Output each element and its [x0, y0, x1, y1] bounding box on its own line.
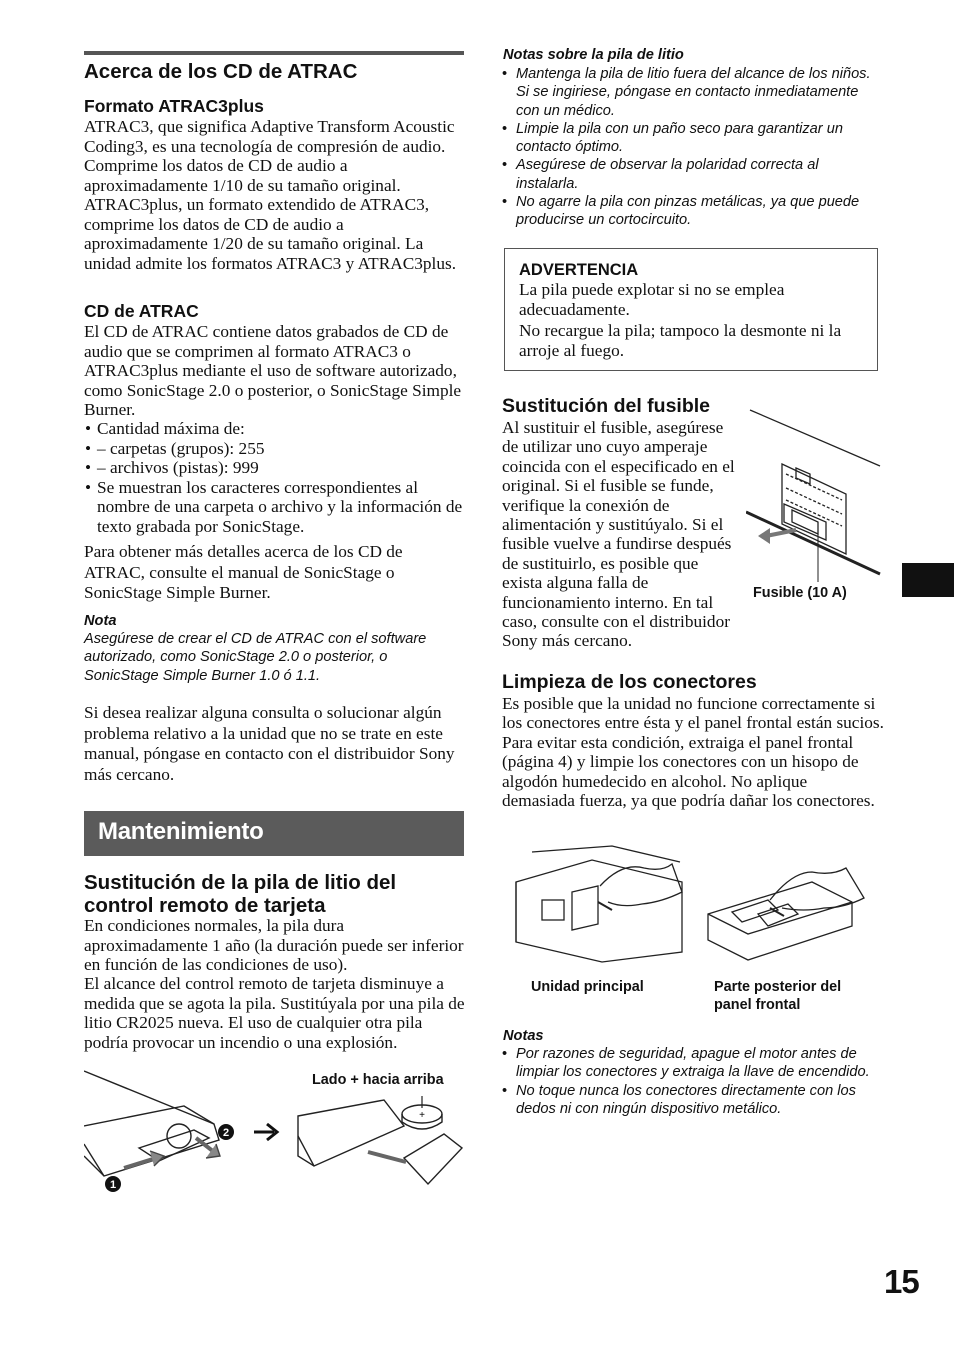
section-rule [84, 51, 464, 55]
limpieza-notes-list [502, 1045, 884, 1118]
contact-text: Si desea realizar alguna consulta o solucionar algún problema relativo a la unidad que no se trate en este manual, póngase en contacto con el distribuidor Sony más cercano. [84, 703, 455, 784]
sub-carpetas: • – carpetas (grupos): 255 [84, 439, 466, 459]
heading-pila: Sustitución de la pila de litio del control remoto de tarjeta [84, 871, 397, 917]
fig-label-fusible: Fusible (10 A) [753, 585, 847, 601]
more-info-text: Para obtener más detalles acerca de los CD de ATRAC, consulte el manual de SonicStage o SonicStage Simple Burner. [84, 542, 403, 602]
warning-line-2: No recargue la pila; tampoco la desmonte ni la arroje al fuego. [519, 321, 842, 361]
heading-limpieza: Limpieza de los conectores [502, 671, 757, 693]
caption-parte-posterior: Parte posterior del panel frontal [714, 979, 842, 1013]
banner-title: Mantenimiento [98, 818, 264, 845]
litio-notes-list [502, 65, 882, 230]
litio-note-item: • Mantenga la pila de litio fuera del alcance de los niños. Si se ingiriese, póngase en contacto inmediatamente con un médico. [502, 65, 882, 120]
cd-atrac-bullets [84, 419, 466, 536]
connector-cleaning-figure [512, 842, 872, 970]
fig-label-lado: Lado + hacia arriba [312, 1072, 444, 1088]
heading-formato: Formato ATRAC3plus [84, 96, 264, 116]
heading-cd-atrac: CD de ATRAC [84, 301, 199, 321]
limpieza-note-item: • Por razones de seguridad, apague el motor antes de limpiar los conectores y extraiga la llave de encendido. [502, 1045, 884, 1082]
caption-unidad-principal: Unidad principal [531, 979, 644, 995]
note-text: Asegúrese de crear el CD de ATRAC con el software autorizado, como SonicStage 2.0 o posterior, o SonicStage Simple Burner 1.0 ó 1.1. [84, 631, 427, 684]
formato-text: ATRAC3, que significa Adaptive Transform Acoustic Coding3, es una tecnología de compresión de audio. Comprime los datos de CD de audio a aproximadamente 1/10 de su tamaño original. ATRAC3plus, un formato extendido de ATRAC3, comprime los datos de CD de audio a aproximadamente 1/20 de su tamaño original. La unidad admite los formatos ATRAC3 y ATRAC3plus. [84, 117, 457, 273]
fuse-figure [746, 404, 882, 582]
limpieza-notes-heading: Notas [503, 1028, 544, 1044]
warning-heading: ADVERTENCIA [519, 261, 639, 279]
litio-note-item: • No agarre la pila con pinzas metálicas, ya que puede producirse un cortocircuito. [502, 193, 882, 230]
remote-battery-figure [84, 1066, 466, 1201]
step-1-label: 1 [109, 1179, 117, 1191]
banner-mantenimiento [84, 811, 464, 856]
warning-box [504, 248, 878, 371]
step-markers [105, 1124, 234, 1192]
litio-notes-heading: Notas sobre la pila de litio [503, 47, 684, 63]
pila-text-2: El alcance del control remoto de tarjeta disminuye a medida que se agota la pila. Sustitúyala por una pila de litio CR2025 nueva. El uso de cualquier otra pila podría provocar un incendio o una explosión. [84, 974, 465, 1052]
heading-fusible: Sustitución del fusible [502, 395, 711, 417]
warning-line-1: La pila puede explotar si no se emplea adecuadamente. [519, 280, 785, 320]
battery-plus-mark: + [419, 1110, 425, 1121]
fusible-text: Al sustituir el fusible, asegúrese de utilizar uno cuyo amperaje coincida con el especificado en el original. Si el fusible se funde, verifique la conexión de alimentación y sustitúyalo. Si el fusible vuelve a fundirse después de sustituirlo, es posible que exista alguna falla de funcionamiento interno. En tal caso, consulte con el distribuidor Sony más cercano. [502, 418, 735, 651]
bullet-caracteres: • Se muestran los caracteres correspondientes al nombre de una carpeta o archivo y la información de texto grabada por SonicStage. [84, 478, 466, 537]
litio-note-item: • Limpie la pila con un paño seco para garantizar un contacto óptimo. [502, 120, 882, 157]
limpieza-note-item: • No toque nunca los conectores directamente con los dedos ni con ningún dispositivo metálico. [502, 1082, 884, 1119]
sub-archivos: • – archivos (pistas): 999 [84, 458, 466, 478]
litio-note-item: • Asegúrese de observar la polaridad correcta al instalarla. [502, 156, 882, 193]
step-2-label: 2 [222, 1127, 230, 1139]
section-title-atrac: Acerca de los CD de ATRAC [84, 60, 358, 83]
cd-atrac-text: El CD de ATRAC contiene datos grabados de CD de audio que se comprimen al formato ATRAC3 o ATRAC3plus mediante el uso de software autorizado, como SonicStage 2.0 o posterior, o SonicStage Simple Burner. [84, 322, 462, 419]
note-heading: Nota [84, 613, 117, 629]
bullet-cantidad: • Cantidad máxima de: • – carpetas (grupos): 255 • – archivos (pistas): 999 [84, 419, 466, 478]
page-number: 15 [884, 1263, 919, 1300]
section-side-tab [902, 563, 954, 597]
limpieza-text: Es posible que la unidad no funcione correctamente si los conectores entre ésta y el panel frontal están sucios. Para evitar esta condición, extraiga el panel frontal (página 4) y limpie los conectores con un hisopo de algodón humedecido en alcohol. No aplique demasiada fuerza, ya que podría dañar los conectores. [502, 694, 884, 811]
pila-text-1: En condiciones normales, la pila dura aproximadamente 1 año (la duración puede ser inferior en función de las condiciones de uso). [84, 916, 464, 974]
